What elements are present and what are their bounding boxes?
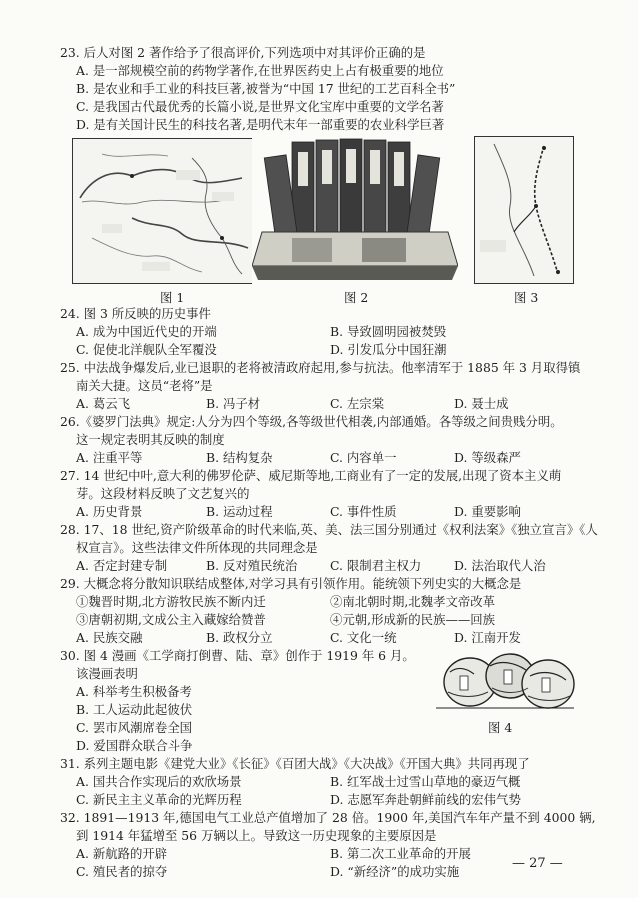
q30-option-c: C. 罢市风潮席卷全国 (76, 720, 193, 735)
q23-option-b: B. 是农业和手工业的科技巨著,被誉为“中国 17 世纪的工艺百科全书” (76, 81, 456, 96)
q30-option-b: B. 工人运动此起彼伏 (76, 702, 193, 717)
q24-option-d: D. 引发瓜分中国狂潮 (330, 342, 447, 357)
q32-stem: 32. 1891—1913 年,德国电气工业总产值增加了 28 倍。1900 年,美国汽车年产量不到 4000 辆, (60, 810, 596, 825)
q26-option-c: C. 内容单一 (330, 450, 397, 465)
q26-option-b: B. 结构复杂 (206, 450, 273, 465)
q29-fact-4: ④元朝,形成新的民族——回族 (330, 612, 496, 627)
q23-option-a: A. 是一部规模空前的药物学著作,在世界医药史上占有极重要的地位 (76, 63, 444, 78)
q27-stem: 27. 14 世纪中叶,意大利的佛罗伦萨、威尼斯等地,工商业有了一定的发展,出现了资本主义萌 (60, 468, 562, 483)
q27-stem-cont: 芽。这段材料反映了文艺复兴的 (76, 486, 250, 501)
q32-option-d: D. “新经济”的成功实施 (330, 864, 460, 879)
q25-stem: 25. 中法战争爆发后,业已退职的老将被清政府起用,参与抗法。他率清军于 1885 年 3 月取得镇 (60, 360, 581, 375)
q29-option-a: A. 民族交融 (76, 630, 143, 645)
figure-1-caption: 图 1 (160, 290, 185, 305)
figure-4-caption: 图 4 (488, 720, 513, 735)
figure-4-cartoon (430, 646, 580, 714)
figure-1-map (72, 138, 264, 284)
q31-option-b: B. 红军战士过雪山草地的豪迈气概 (330, 774, 521, 789)
q30-stem: 30. 图 4 漫画《工学商打倒曹、陆、章》创作于 1919 年 6 月。 (60, 648, 415, 663)
q25-option-b: B. 冯子材 (206, 396, 261, 411)
q31-stem: 31. 系列主题电影《建党大业》《长征》《百团大战》《大决战》《开国大典》共同再现了 (60, 756, 530, 771)
q23-option-c: C. 是我国古代最优秀的长篇小说,是世界文化宝库中重要的文学名著 (76, 99, 444, 114)
q27-option-d: D. 重要影响 (454, 504, 521, 519)
q25-option-c: C. 左宗棠 (330, 396, 385, 411)
q27-option-b: B. 运动过程 (206, 504, 273, 519)
q32-option-c: C. 殖民者的掠夺 (76, 864, 168, 879)
q23-option-d: D. 是有关国计民生的科技名著,是明代末年一部重要的农业科学巨著 (76, 117, 445, 132)
q24-option-a: A. 成为中国近代史的开端 (76, 324, 217, 339)
q27-option-c: C. 事件性质 (330, 504, 397, 519)
q32-option-b: B. 第二次工业革命的开展 (330, 846, 471, 861)
figure-3-caption: 图 3 (514, 290, 539, 305)
q30-stem-cont: 该漫画表明 (76, 666, 138, 681)
q32-option-a: A. 新航路的开辟 (76, 846, 168, 861)
q28-option-c: C. 限制君主权力 (330, 558, 422, 573)
q28-option-d: D. 法治取代人治 (454, 558, 546, 573)
q31-option-c: C. 新民主主义革命的光辉历程 (76, 792, 242, 807)
q31-option-a: A. 国共合作实现后的欢欣场景 (76, 774, 242, 789)
q24-option-c: C. 促使北洋舰队全军覆没 (76, 342, 217, 357)
page-number: — 27 — (512, 856, 563, 871)
q29-fact-2: ②南北朝时期,北魏孝文帝改革 (330, 594, 496, 609)
q29-stem: 29. 大概念将分散知识联结成整体,对学习具有引领作用。能统领下列史实的大概念是 (60, 576, 522, 591)
q25-option-d: D. 聂士成 (454, 396, 509, 411)
q28-option-a: A. 否定封建专制 (76, 558, 168, 573)
q27-option-a: A. 历史背景 (76, 504, 143, 519)
q31-option-d: D. 志愿军奔赴朝鲜前线的宏伟气势 (330, 792, 521, 807)
q29-option-d: D. 江南开发 (454, 630, 521, 645)
q23-stem: 23. 后人对图 2 著作给予了很高评价,下列选项中对其评价正确的是 (60, 45, 426, 60)
q26-option-a: A. 注重平等 (76, 450, 143, 465)
q29-option-b: B. 政权分立 (206, 630, 273, 645)
q24-stem: 24. 图 3 所反映的历史事件 (60, 306, 211, 321)
q24-option-b: B. 导致圆明园被焚毁 (330, 324, 447, 339)
q28-stem: 28. 17、18 世纪,资产阶级革命的时代来临,英、美、法三国分别通过《权利法案》《独立宣言》《人 (60, 522, 598, 537)
q29-option-c: C. 文化一统 (330, 630, 397, 645)
q29-fact-3: ③唐朝初期,文成公主入藏嫁给赞普 (76, 612, 266, 627)
q30-option-d: D. 爱国群众联合斗争 (76, 738, 193, 753)
figure-2-books (252, 136, 458, 286)
q25-option-a: A. 葛云飞 (76, 396, 130, 411)
q28-stem-cont: 权宣言》。这些法律文件所体现的共同理念是 (76, 540, 318, 555)
q26-stem: 26.《婆罗门法典》规定:人分为四个等级,各等级世代相袭,内部通婚。各等级之间贵贱分明。 (60, 414, 563, 429)
figure-3-map (474, 136, 574, 284)
q32-stem-cont: 到 1914 年猛增至 56 万辆以上。导致这一历史现象的主要原因是 (76, 828, 437, 843)
q28-option-b: B. 反对殖民统治 (206, 558, 298, 573)
q25-stem-cont: 南关大捷。这员“老将”是 (76, 378, 213, 393)
q29-fact-1: ①魏晋时期,北方游牧民族不断内迁 (76, 594, 266, 609)
q30-option-a: A. 科举考生积极备考 (76, 684, 192, 699)
q26-stem-cont: 这一规定表明其反映的制度 (76, 432, 225, 447)
q26-option-d: D. 等级森严 (454, 450, 521, 465)
figure-2-caption: 图 2 (344, 290, 369, 305)
